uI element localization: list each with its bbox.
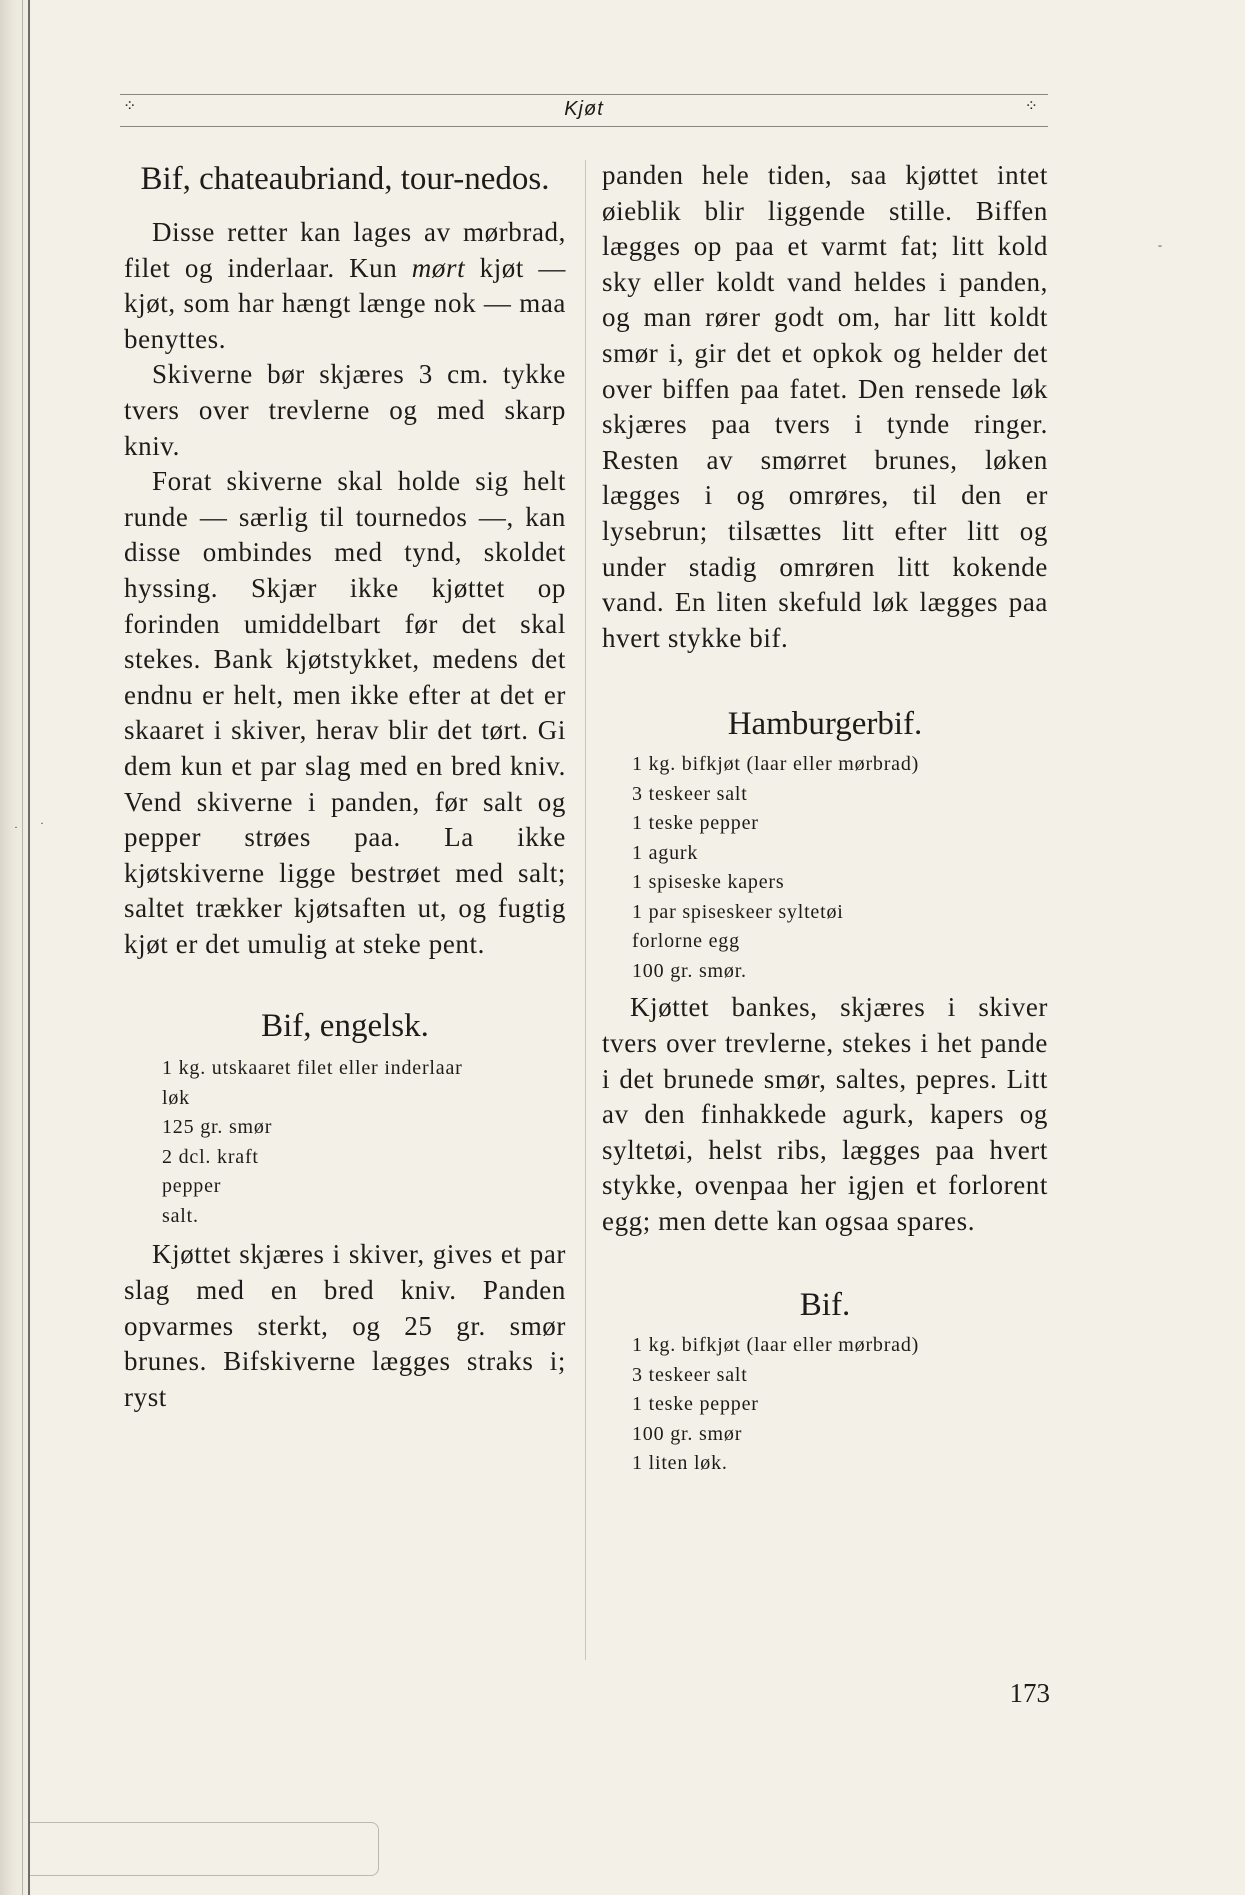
ingredient-item: salt.: [162, 1204, 199, 1227]
emphasis-mort: mørt: [411, 252, 466, 283]
ingredient-item: løk: [162, 1086, 190, 1109]
ingredient-list-bif-engelsk: [124, 1054, 566, 1231]
recipe-heading-chateaubriand: Bif, chateaubriand, tour-nedos.: [140, 161, 550, 197]
running-header-title: Kjøt: [564, 98, 604, 120]
intro-paragraph-1: Disse retter kan lages av mørbrad, filet og inderlaar. Kun mørt kjøt — kjøt, som har hængt længe nok — maa benyttes.: [124, 217, 567, 354]
ingredient-item: 100 gr. smør.: [632, 959, 747, 982]
ingredient-item: 1 liten løk.: [632, 1452, 728, 1475]
ingredient-list-bif: [602, 1331, 1048, 1479]
ingredient-item: 1 teske pepper: [632, 1393, 759, 1416]
page-number: 173: [1009, 1678, 1050, 1708]
ingredient-item: 1 kg. bifkjøt (laar eller mørbrad): [632, 753, 920, 776]
ingredient-item: 1 par spiseskeer syltetøi: [632, 900, 844, 923]
ingredient-item: 3 teskeer salt: [632, 782, 748, 805]
gutter-line-inner: [22, 0, 23, 1895]
recipe-heading-bif-engelsk: Bif, engelsk.: [261, 1008, 429, 1045]
ingredient-item: 100 gr. smør: [632, 1422, 743, 1445]
ingredient-item: 3 teskeer salt: [632, 1363, 748, 1386]
ingredient-item: 1 kg. utskaaret filet eller inderlaar: [162, 1057, 463, 1080]
left-column: [124, 158, 566, 1415]
method-paragraph-hamburgerbif: Kjøttet bankes, skjæres i skiver tvers over trevlerne, stekes i het pande i det brunede smør, saltes, pepres. Litt av den finhakkede agurk, kapers og syltetøi, helst ribs, lægges paa hvert stykke, ovenpaa her igjen et forlorent egg; men dette kan ogsaa spares.: [602, 992, 1048, 1236]
ingredient-item: 1 kg. bifkjøt (laar eller mørbrad): [632, 1334, 920, 1357]
margin-mark: -: [1158, 238, 1162, 252]
ingredient-item: 2 dcl. kraft: [162, 1145, 259, 1168]
ingredient-item: forlorne egg: [632, 930, 740, 953]
column-divider: [585, 160, 586, 1660]
ornament-right-icon: ⁘: [1024, 98, 1038, 115]
right-column: [602, 158, 1048, 1479]
margin-mark: ·: [14, 820, 18, 834]
ingredient-list-hamburgerbif: [602, 750, 1048, 986]
continuation-paragraph: panden hele tiden, saa kjøttet intet øieblik blir liggende stille. Biffen lægges op paa et varmt fat; litt kold sky eller koldt vand heldes i panden, og man rører godt om, har litt koldt smør i, gir det et opkok og helder det over biffen paa fatet. Den rensede løk skjæres paa tvers i tynde ringer. Resten av smørret brunes, løken lægges i og omrøres, til den er lysebrun; tilsættes litt efter litt og under stadig omrøren litt kokende vand. En liten skefuld løk lægges paa hvert stykke bif.: [602, 160, 1048, 653]
running-header: [120, 88, 1048, 130]
ingredient-item: 1 spiseske kapers: [632, 871, 785, 894]
ingredient-item: 125 gr. smør: [162, 1116, 273, 1139]
header-rule-bottom: [120, 126, 1048, 127]
ingredient-item: 1 teske pepper: [632, 812, 759, 835]
bottom-edge-mark: [30, 1822, 379, 1876]
recipe-heading-hamburgerbif: Hamburgerbif.: [727, 706, 923, 743]
margin-mark: ·: [40, 816, 44, 830]
recipe-heading-bif: Bif.: [799, 1287, 851, 1324]
ornament-left-icon: ⁘: [123, 98, 137, 115]
ingredient-item: 1 agurk: [632, 841, 699, 864]
ingredient-item: pepper: [162, 1175, 222, 1198]
intro-paragraph-3: Forat skiverne skal holde sig helt runde — særlig til tournedos —, kan disse ombindes med tynd, skoldet hyssing. Skjær ikke kjøttet op forinden umiddelbart før det skal stekes. Bank kjøtstykket, medens det endnu er helt, men ikke efter at det er skaaret i skiver, herav blir det tørt. Gi dem kun et par slag med en bred kniv. Vend skiverne i panden, før salt og pepper strøes paa. La ikke kjøtskiverne ligge bestrøet med salt; saltet trækker kjøtsaften ut, og fugtig kjøt er det umulig at steke pent.: [124, 466, 566, 959]
method-paragraph-bif-engelsk: Kjøttet skjæres i skiver, gives et par slag med en bred kniv. Panden opvarmes sterkt, og 25 gr. smør brunes. Bifskiverne lægges straks i; ryst: [124, 1239, 566, 1412]
header-rule-top: [120, 94, 1048, 95]
intro-paragraph-2: Skiverne bør skjæres 3 cm. tykke tvers over trevlerne og med skarp kniv.: [124, 359, 566, 461]
gutter-line: [28, 0, 30, 1895]
